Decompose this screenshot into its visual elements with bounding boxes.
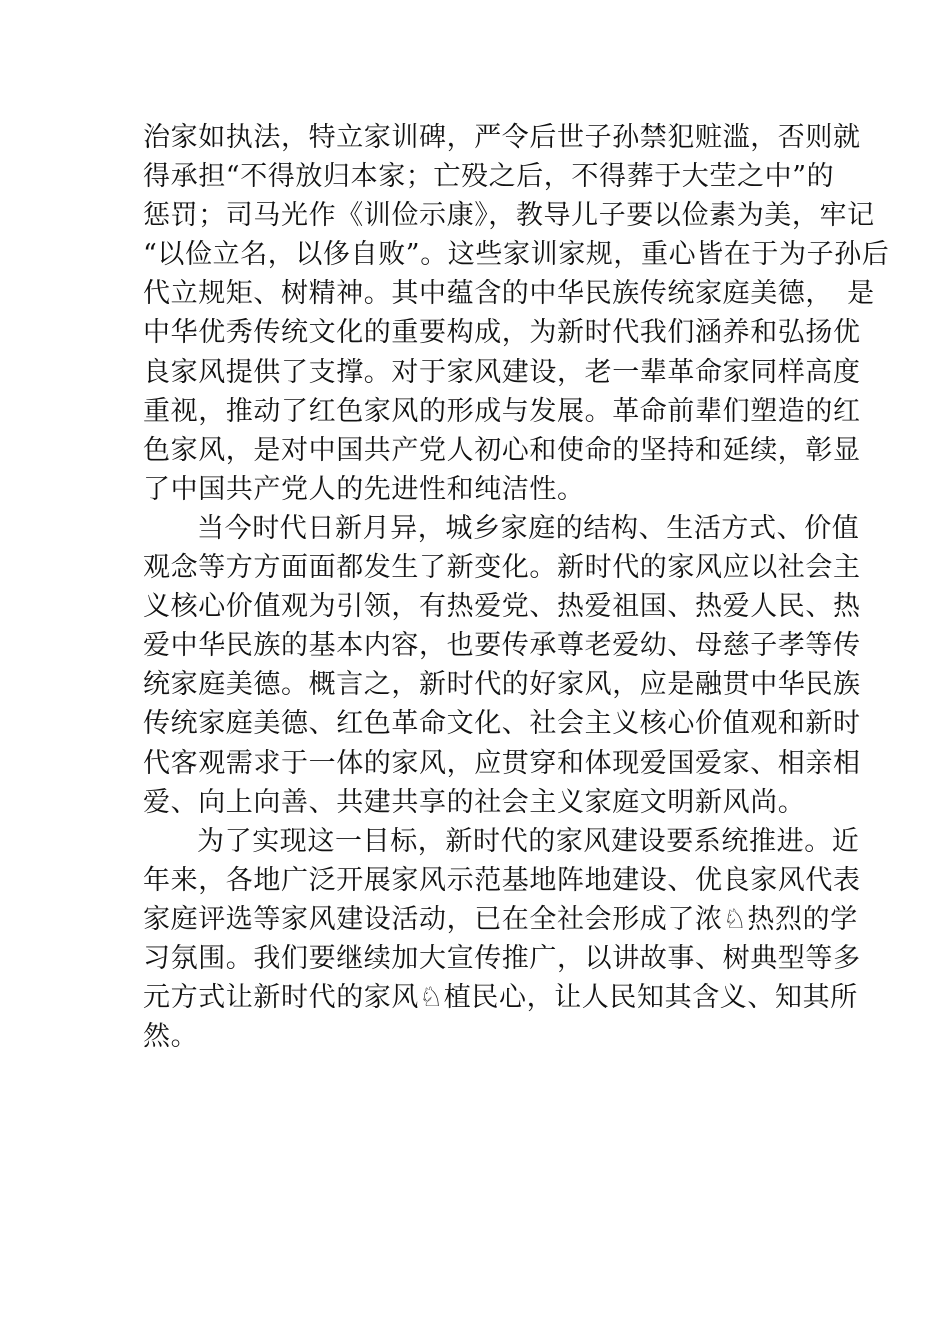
paragraph-line: 传统家庭美德、红色革命文化、社会主义核心价值观和新时	[143, 708, 861, 740]
paragraph-line: 惩罚；司马光作《训俭示康》，教导儿子要以俭素为美，牢记	[143, 200, 875, 232]
paragraph-line: 元方式让新时代的家风♘植民心，让人民知其含义、知其所	[143, 982, 858, 1014]
paragraph-line: “以俭立名，以侈自败”。这些家训家规，重心皆在于为子孙后	[143, 239, 890, 271]
paragraph-line: 治家如执法，特立家训碑，严令后世子孙禁犯赃滥，否则就	[143, 122, 861, 153]
paragraph-line: 了中国共产党人的先进性和纯洁性。	[143, 473, 585, 505]
paragraph-line: 重视，推动了红色家风的形成与发展。革命前辈们塑造的红	[143, 395, 861, 427]
paragraph-3	[143, 822, 861, 1057]
paragraph-line: 义核心价值观为引领，有热爱党、热爱祖国、热爱人民、热	[143, 591, 861, 623]
paragraph-line: 当今时代日新月异，城乡家庭的结构、生活方式、价值	[197, 512, 860, 544]
paragraph-line: 年来，各地广泛开展家风示范基地阵地建设、优良家风代表	[143, 864, 861, 896]
paragraph-line: 得承担“不得放归本家；亡殁之后，不得葬于大茔之中”的	[143, 161, 835, 193]
paragraph-line: 统家庭美德。概言之，新时代的好家风，应是融贯中华民族	[143, 669, 861, 701]
paragraph-line: 然。	[143, 1021, 199, 1053]
paragraph-line: 习氛围。我们要继续加大宣传推广，以讲故事、树典型等多	[143, 942, 861, 974]
paragraph-1	[143, 118, 890, 509]
paragraph-line: 中华优秀传统文化的重要构成，为新时代我们涵养和弘扬优	[143, 317, 861, 349]
paragraph-line: 代客观需求于一体的家风，应贯穿和体现爱国爱家、相亲相	[143, 747, 861, 779]
paragraph-line: 爱、向上向善、共建共享的社会主义家庭文明新风尚。	[143, 786, 806, 818]
document-body	[143, 118, 890, 1056]
paragraph-line: 良家风提供了支撑。对于家风建设，老一辈革命家同样高度	[143, 356, 861, 388]
paragraph-line: 爱中华民族的基本内容，也要传承尊老爱幼、母慈子孝等传	[143, 630, 861, 662]
paragraph-line: 观念等方方面面都发生了新变化。新时代的家风应以社会主	[143, 552, 861, 584]
paragraph-line: 色家风，是对中国共产党人初心和使命的坚持和延续，彰显	[143, 434, 861, 466]
paragraph-line: 代立规矩、树精神。其中蕴含的中华民族传统家庭美德， 是	[143, 278, 875, 310]
paragraph-2	[143, 509, 861, 822]
paragraph-line: 为了实现这一目标，新时代的家风建设要系统推进。近	[197, 825, 860, 857]
paragraph-line: 家庭评选等家风建设活动，已在全社会形成了浓♘热烈的学	[143, 903, 858, 935]
